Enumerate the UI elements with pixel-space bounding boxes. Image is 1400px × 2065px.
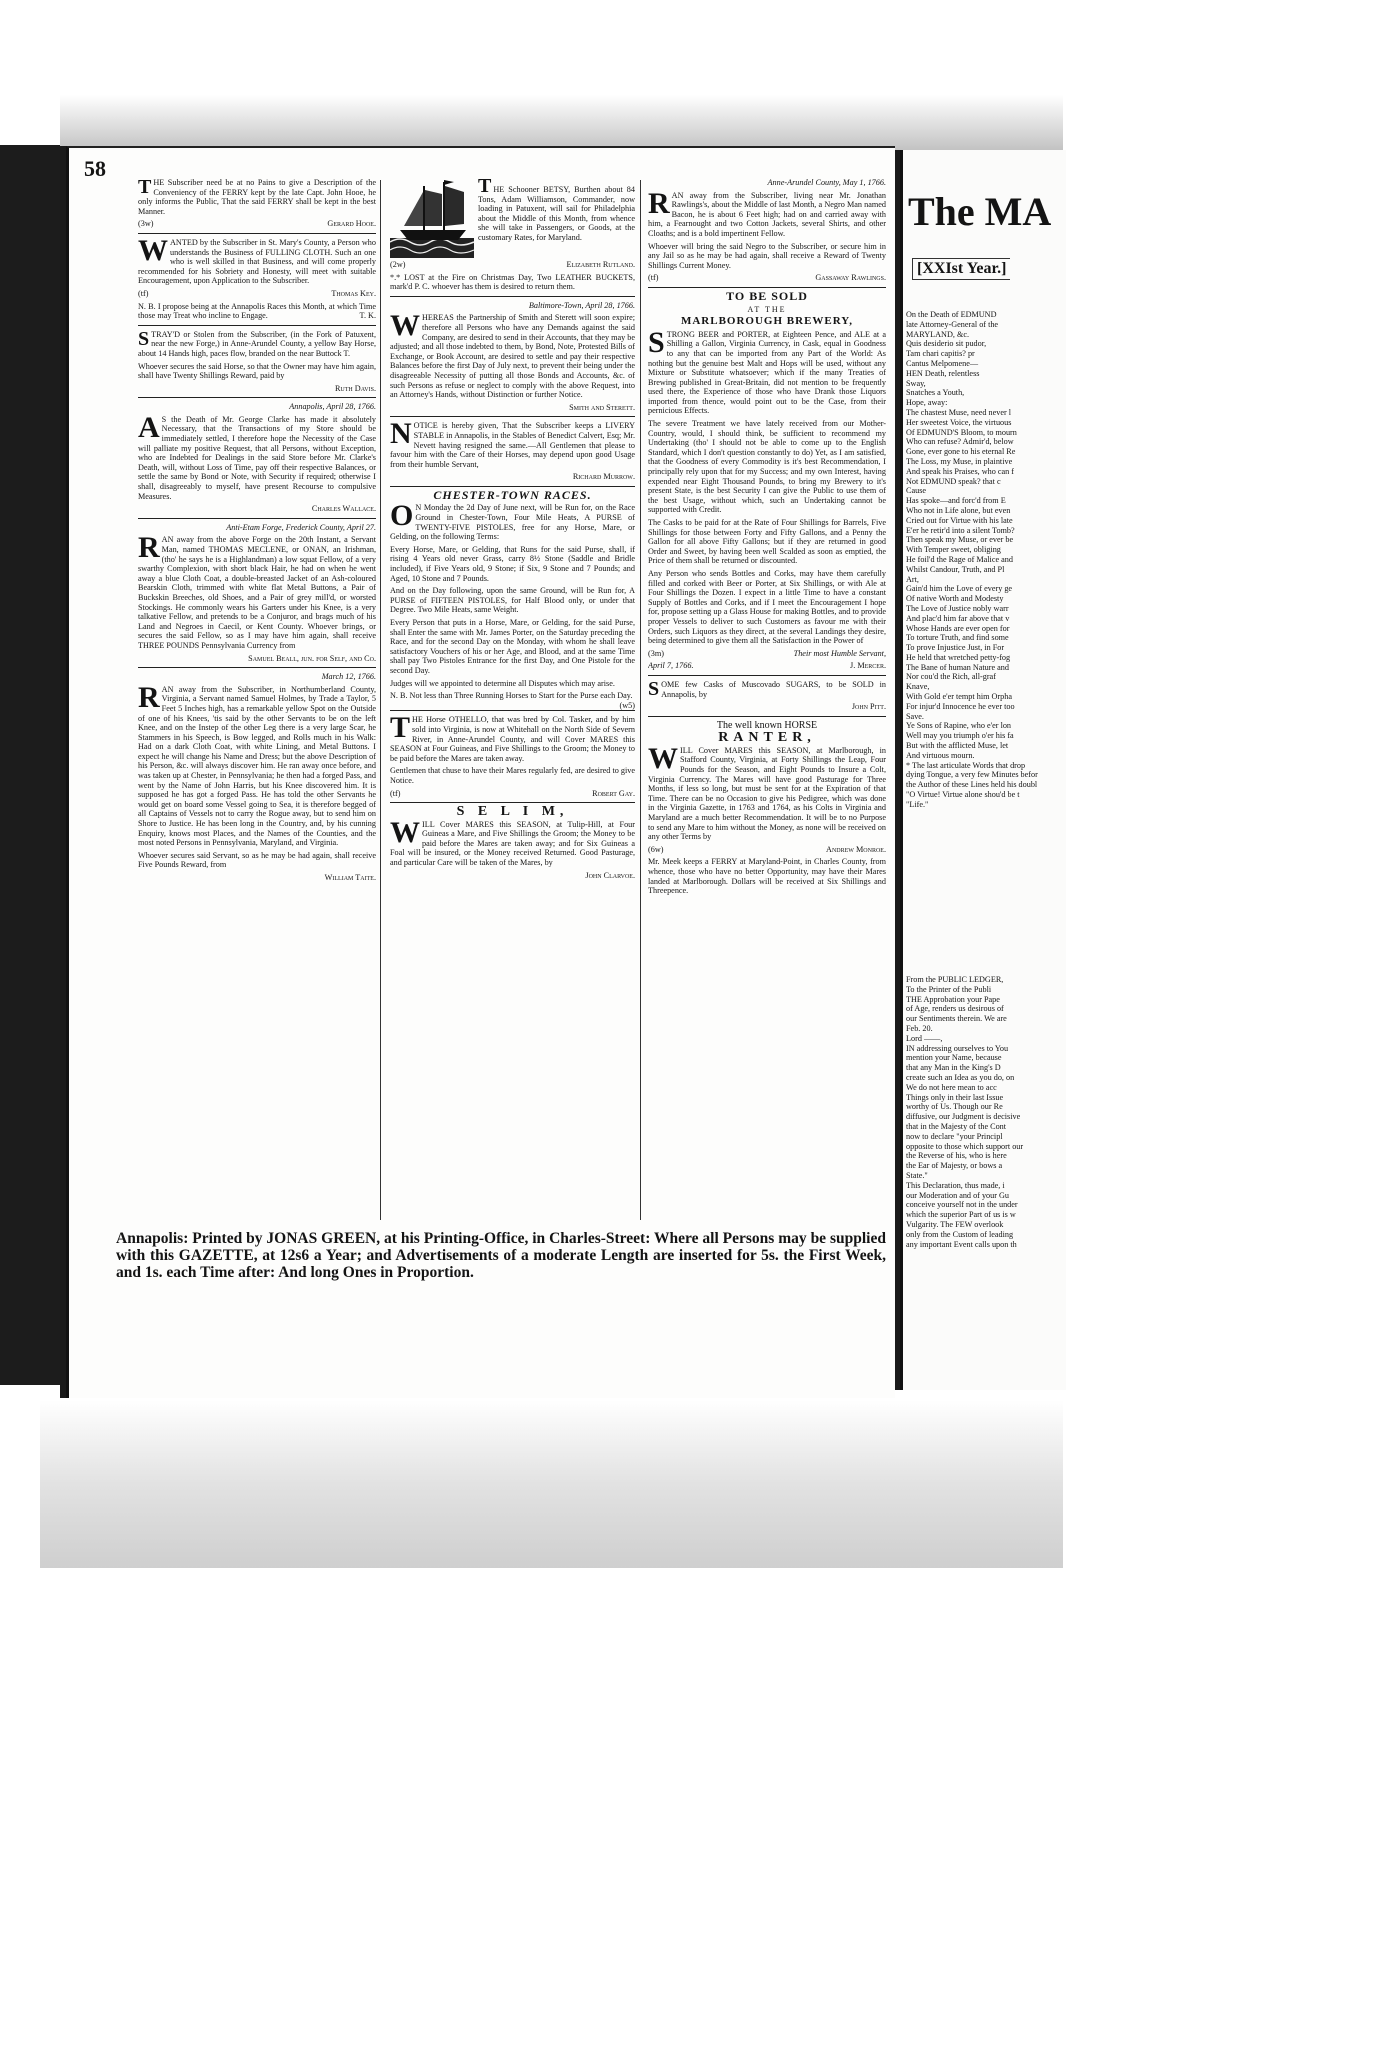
elegy-line: late Attorney-General of the [906,319,999,329]
brewery-closing: Their most Humble Servant, [793,648,886,658]
ledger-line: of Age, renders us desirous of [906,1004,1004,1014]
ledger-line: diffusive, our Judgment is decisive [906,1112,1021,1122]
divider [138,397,376,398]
ledger-line: conceive yourself not in the under [906,1200,1018,1210]
elegy-line: For injur'd Innocence he ever too [906,701,1015,711]
column-2 [390,175,635,883]
ad-meclene-text: AN away from the above Forge on the 20th Instant, a Servant Man, named THOMAS MECLENE, or ONAN, an Irishman, (tho' he says he is a Highlandman) a low squat Fellow, of a very swarthy Complexion, with short black Hair, he had on when he went away a blue Cloth Coat, a double-breasted Jacket of an Ash-coloured Bearskin Cloth, trimmed with white flat Metal Buttons, a Pair of Buckskin Breeches, old Shoes, and a Pair of grey mill'd, or worsted Stockings. He commonly wears his Garters under his Knee, is a very talkative Fellow, and pretends to be a Conjuror, and brags much of his Land and Negroes in Caecil, or Kent County. Whoever brings, or secures the said Fellow, so as I may have him again, shall receive THREE POUNDS Pennsylvania Currency from [138,535,376,650]
ranter-ferry-note: Mr. Meek keeps a FERRY at Maryland-Point, in Charles County, from whence, those who have no better Opportunity, may have their Mares landed at Marlborough. Dollars will be received at Six Shillings and Threepence. [648,857,886,896]
ledger-line: that in the Majesty of the Cont [906,1121,1007,1131]
ad-fulling-note: N. B. I propose being at the Annapolis Races this Month, at which Time those may Treat who incline to Engage. [138,301,376,321]
races-mark: (w5) [619,700,635,710]
ad-smith-text: HEREAS the Partnership of Smith and Sterett will soon expire; therefore all Persons who have any Demands against the said Company, are desired to send in their Accounts, that they may be adjusted; and all those indebted to them, by Bond, Note, Protested Bills of Exchange, or Book Account, are desired to settle and pay their respective Balances before the first Day of July next, to prevent their being under the disagreeable Necessity of putting all those Bonds and Accounts, &c. of such Persons as refuse or neglect to comply with the above Request, into an Attorney's Hands, without Distinction or further Notice. [390,313,635,400]
ad-smith-date: Baltimore-Town, April 28, 1766. [528,300,635,310]
ranter-pre-heading: The well known HORSE [716,719,818,731]
brewery-name: MARLBOROUGH BREWERY, [680,315,853,328]
races-text: N Monday the 2d Day of June next, will be Run for, on the Race Ground in Chester-Town, Four Mile Heats, A PURSE of TWENTY-FIVE PISTOLES, free for any Horse, Mare, or Gelding, on the following Terms: [390,503,635,542]
ledger-line: the Reverse of his, who is here [906,1151,1007,1161]
bacon-mark: (tf) [648,273,659,283]
selim-heading: S E L I M, [456,804,569,820]
ad-livery-signature: Richard Murrow. [572,472,635,482]
ad-runaway-bacon: Anne-Arundel County, May 1, 1766. RAN away from the Subscriber, living near Mr. Jonathan Rawlings's, about the Middle of last Month, a Negro Man named Bacon, he is about 6 Feet high; had on and carried away with him, a Fearnought and two Cotton Jackets, several Shirts, and other Cloaths; and is a bold impertinent Fellow. Whoever will bring the said Negro to the Subscriber, or secure him in any Jail so as he may be had again, shall receive a Reward of Twenty Shillings Current Money. (tf) Gassaway Rawlings. [648,178,886,283]
ad-schooner-betsy: THE Schooner BETSY, Burthen about 84 Tons, Adam Williamson, Commander, now loading in Patuxent, will sail for Philadelphia about the Middle of this Month, from whence she will take in Passengers, or Goods, at the customary Rates, for Maryland. (2w) Elizabeth Rutland. *.* LOST at the Fire on Christmas Day, Two LEATHER BUCKETS, mark'd P. C. whoever has them is desired to return them. [390,175,635,292]
elegy-line: Gain'd him the Love of every ge [906,584,1013,594]
elegy-line: But with the afflicted Muse, let [906,741,1009,751]
page-number: 58 [84,156,106,181]
elegy-line: Who not in Life alone, but even [906,505,1011,515]
races-judges: Judges will we appointed to determine all Disputes which may arise. [390,678,615,688]
scan-shadow-bottom [40,1400,1063,1568]
elegy-line: the Author of these Lines held his doubl [906,780,1038,790]
ledger-line: our Moderation and of your Gu [906,1190,1010,1200]
elegy-line: Nor cou'd the Rich, all-graf [906,672,996,682]
elegy-line: Not EDMUND speak? that c [906,476,1001,486]
ledger-line: IN addressing ourselves to You [906,1043,1009,1053]
ledger-line: only from the Custom of leading [906,1229,1014,1239]
elegy-line: On the Death of EDMUND [906,310,997,319]
races-second-day: And on the Day following, upon the same Ground, will be Run for, A PURSE of FIFTEEN PISTOLES, for Half Blood only, or under that Degree. Two Mile Heats, same Weight. [390,586,635,615]
ranter-mark: (6w) [648,844,664,854]
elegy-line: The Bane of human Nature and [906,662,1009,672]
ad-ferry-mark: (3w) [138,219,154,229]
ad-selim: S E L I M, WILL Cover MARES this SEASON, at Tulip-Hill, at Four Guineas a Mare, and Five Shillings the Groom; the Money to be paid before the Mares are taken away; and for Six Guineas a Foal will be insured, or the Money received Returned. Good Pasturage, and particular Care will be taken of the Mares, by John Clarvoe. [390,804,635,880]
elegy-line: Then speak my Muse, or ever be [906,535,1014,545]
ad-strayed-horse: STRAY'D or Stolen from the Subscriber, (in the Fork of Patuxent, near the new Forge,) in Anne-Arundel County, a yellow Bay Horse, about 14 Hands high, paces flow, branded on the near Buttock T. Whoever secures the said Horse, so that the Owner may have him again, shall have Twenty Shillings Reward, paid by Ruth Davis. [138,327,376,393]
ranter-heading: RANTER, [718,730,816,746]
ledger-line: State." [906,1170,928,1180]
elegy-line: Hope, away: [906,398,948,408]
elegy-column [906,310,1063,810]
othello-mark: (tf) [390,788,401,798]
sugars-signature: John Pitt. [851,702,886,712]
ledger-line: opposite to those which support our [906,1141,1024,1151]
races-entry: Every Person that puts in a Horse, Mare, or Gelding, for the said Purse, shall Enter the same with Mr. James Porter, on the Saturday preceding the Race, and for the second Day on the Monday, with whom he shall leave satisfactory Vouchers of his or her Age, and Blood, and at the same Time shall pay Two Pistoles Entrance for the first Day, and One Pistole for the second Day. [390,618,635,675]
brewery-text: TRONG BEER and PORTER, at Eighteen Pence, and ALE at a Shilling a Gallon, Virginia Currency, in Cask, equal in Goodness to any that can be imported from any Part of the World: As nothing but the genuine best Malt and Hops will be used, without any Mixture or Substitute whatsoever; which if the many Treaties of Brewing published in Great-Britain, did not mention to be frequently used there, the Experience of those who have Drank those Liquors imported from thence, would point out to be the Case, from their pernicious Effects. [648,329,886,416]
elegy-line: The Love of Justice nobly warr [906,603,1009,613]
divider [390,416,635,417]
elegy-line: Of native Worth and Modesty [906,594,1004,604]
elegy-line: E'er he retir'd into a silent Tomb? [906,525,1015,535]
elegy-line: And virtuous mourn. [906,750,975,760]
ad-clarke-signature: Charles Wallace. [311,504,376,514]
ledger-line: mention your Name, because [906,1053,1002,1063]
divider [138,325,376,326]
races-heading: CHESTER-TOWN RACES. [433,487,592,502]
ledger-line: This Declaration, thus made, i [906,1180,1005,1190]
ad-fulling: WANTED by the Subscriber in St. Mary's County, a Person who understands the Business of FULLING CLOTH. Such an one who is well skilled in that Business, and will come properly recommended for his Sobriety and Honesty, will meet with suitable Encouragement, upon Application to the Subscriber. (tf) Thomas Key. N. B. I propose being at the Annapolis Races this Month, at which Time those may Treat who incline to Engage. T. K. [138,233,376,321]
ledger-line: any important Event calls upon th [906,1239,1017,1249]
bacon-date: Anne-Arundel County, May 1, 1766. [767,178,886,187]
divider [648,675,886,676]
elegy-line: Ye Sons of Rapine, who e'er lon [906,721,1012,731]
elegy-line: The Loss, my Muse, in plaintive [906,456,1013,466]
brewery-text-2: The severe Treatment we have lately received from our Mother-Country, would, I should think, be sufficient to recommend my Undertaking (tho' I should not be able to come up to the English Standard, which I don't question constantly to do) Yet, as I am satisfied, that the Goodness of every Commodity is it's best Recommendation, I principally rely upon that for my Success; and my own Interest, having expended near Eight Thousand Pounds, to bring my Brewery to it's present State, is the best Security I can give the Public to use them of the best Usage, without which, such an Undertaking cannot be supported with Credit. [648,419,886,515]
elegy-line: Cried out for Virtue with his late [906,515,1013,525]
elegy-line: He foil'd the Rage of Malice and [906,554,1013,564]
divider [390,710,635,711]
elegy-line: Cause [906,486,927,496]
elegy-line: HEN Death, relentless [906,368,980,378]
ad-clarke-text: S the Death of Mr. George Clarke has made it absolutely Necessary, that the Transactions of my Store should be immediately settled, I therefore hope the Necessity of the Case will palliate my positive Request, that all Persons, without Exception, who are Indebted for Dealings in the said Store before Mr. Clarke's Death, will, without Loss of Time, pay off their respective Balances, or settle the same by Bond or Note, with Security if required; otherwise I shall, disagreeably to myself, have present Recourse to compulsive Measures. [138,414,376,501]
elegy-line: He held that wretched petty-fog [906,652,1011,662]
ad-holmes-signature: William Taite. [324,873,376,882]
elegy-line: Quis desiderio sit pudor, [906,339,987,349]
brewery-heading: TO BE SOLD [726,288,808,303]
ad-strayed-signature: Ruth Davis. [334,383,376,393]
ad-ferry: THE Subscriber need be at no Pains to give a Description of the Conveniency of the FERRY kept by the late Capt. John Hooe, he only informs the Public, That the said FERRY shall be kept in the best Manner. (3w) Gerard Hooe. [138,176,376,229]
ledger-line: We do not here mean to acc [906,1082,997,1092]
ad-holmes-text: AN away from the Subscriber, in Northumberland County, Virginia, a Servant named Samuel Holmes, by Trade a Taylor, 5 Feet 5 Inches high, has a remarkable yellow Spot on the Outside of one of his Knees, 'tis said by the other Servants to be on the left Knee, and on the Instep of the other Leg there is a very large Scar, he Stammers in his Speech, is Bow legged, and Rolls much in his Walk: Had on a dark Cloth Coat, with white Lining, and Metal Buttons. I expect he will change his Name and Dress; but the above Description of his Person, &c. will always discover him. He ran away once before, and was taken up at Chester, in Pennsylvania; he then had a forged Pass, and went by the Name of John Harris, but his Knee discovered him. It is supposed he has got a forged Pass. He has told the other Servants he would get on board some Vessel going to Sea, it is therefore begged of all Captains of Vessels not to carry the Rogue away, but to send him on Shore to Justice. He has been long in the Country, and, by his cunning Enquiry, knows most Places, and the Names of the Counties, and the most noted Persons in Pennsylvania, Maryland, and Virginia. [138,684,376,848]
ad-ferry-text: HE Subscriber need be at no Pains to give a Description of the Conveniency of the FERRY kept by the late Capt. John Hooe, he only informs the Public, That the said FERRY shall be kept in the best Manner. [138,178,376,216]
elegy-line: To prove Injustice Just, in For [906,643,1005,653]
othello-note: Gentlemen that chuse to have their Mares regularly fed, are desired to give Notice. [390,766,635,785]
divider [390,486,635,487]
ledger-line: From the PUBLIC LEDGER, [906,975,1004,984]
elegy-line: Whose Hands are ever open for [906,623,1010,633]
ledger-line: Lord ——, [906,1033,943,1043]
elegy-line: Has spoke—and forc'd from E [906,496,1006,506]
ad-chester-town-races: CHESTER-TOWN RACES. O N Monday the 2d Day of June next, will be Run for, on the Race Ground in Chester-Town, Four Mile Heats, A PURSE of TWENTY-FIVE PISTOLES, free for any Horse, Mare, or Gelding, on the following Terms: Every Horse, Mare, or Gelding, that Runs for the said Purse, shall, if rising 4 Years old never Grass, carry 8½ Stone (Saddle and Bridle included), if Five Years old, 9 Stone; if Six, 9 Stone and 7 Pounds; and Aged, 10 Stone and 7 Pounds. And on the Day following, upon the same Ground, will be Run for, A PURSE of FIFTEEN PISTOLES, for Half Blood only, or under that Degree. Two Mile Heats, same Weight. Every Person that puts in a Horse, Mare, or Gelding, for the said Purse, shall Enter the same with Mr. James Porter, on the Saturday preceding the Race, and for the second Day on the Monday, with whom he shall leave satisfactory Vouchers of his or her Age, and Blood, and at the same Time shall pay Two Pistoles Entrance for the first Day, and One Pistole for the second Day. Judges will we appointed to determine all Disputes which may arise. N. B. Not less than Three Running Horses to Start for the Purse each Day. (w5) [390,487,635,710]
ad-holmes-reward: Whoever secures said Servant, so as he may be had again, shall receive Five Pounds Reward, from [138,850,376,870]
divider [648,287,886,288]
brewery-subheading: AT THE [747,304,787,314]
bacon-signature: Gassaway Rawlings. [815,273,886,283]
elegy-line: "O Virtue! Virtue alone shou'd be t [906,790,1020,800]
ledger-line: To the Printer of the Publi [906,984,992,994]
elegy-line: And speak his Praises, who can f [906,466,1015,476]
elegy-line: Cantus Melpomene— [906,358,979,368]
ranter-signature: Andrew Monroe. [826,844,886,854]
elegy-line: With Gold e'er tempt him Orpha [906,692,1012,702]
ad-betsy-signature: Elizabeth Rutland. [566,260,635,269]
elegy-line: Gone, ever gone to his eternal Re [906,447,1016,457]
ad-smith-signature: Smith and Sterett. [569,402,635,412]
ad-othello: THE Horse OTHELLO, that was bred by Col. Tasker, and by him sold into Virginia, is now at Whitehall on the North Side of Severn River, in Anne-Arundel County, and will Cover MARES this SEASON at Four Guineas, and Five Shillings to the Groom; the Money to be paid before the Mares are taken away. Gentlemen that chuse to have their Mares regularly fed, are desired to give Notice. (tf) Robert Gay. [390,711,635,798]
ad-runaway-meclene: Anti-Etam Forge, Frederick County, April 27. RAN away from the above Forge on the 20th Instant, a Servant Man, named THOMAS MECLENE, or ONAN, an Irishman, (tho' he says he is a Highlandman) a low squat Fellow, of a very swarthy Complexion, with short black Hair, he had on when he went away a blue Cloth Coat, a double-breasted Jacket of an Ash-coloured Bearskin Cloth, trimmed with white flat Metal Buttons, a Pair of Buckskin Breeches, old Shoes, and a Pair of grey mill'd, or worsted Stockings. He commonly wears his Garters under his Knee, is a very talkative Fellow, and pretends to be a Conjuror, and brags much of his Land and Negroes in Caecil, or Kent County. Whoever brings, or secures the said Fellow, so as I may have him again, shall receive THREE POUNDS Pennsylvania Currency from Samuel Beall, jun. for Self, and Co. [138,522,376,663]
column-1 [138,178,376,886]
ad-meclene-signature: Samuel Beall, jun. for Self, and Co. [248,653,376,663]
masthead-year: [XXIst Year.] [912,258,1010,280]
elegy-line: Knave, [906,682,930,692]
elegy-line: Snatches a Youth, [906,388,965,398]
ad-smith-sterett: Baltimore-Town, April 28, 1766. WHEREAS the Partnership of Smith and Sterett will soon expire; therefore all Persons who have any Demands against the said Company, are desired to send in their Accounts, that they may be adjusted; and all those indebted to them, by Bond, Note, Protested Bills of Exchange, or Book Account, are desired to settle and pay their respective Balances before the first Day of July next, to prevent their being under the disagreeable Necessity of putting all those Bonds and Accounts, &c. of such Persons as refuse or neglect to comply with the above Request, into an Attorney's Hands, without Distinction or further Notice. Smith and Sterett. [390,300,635,412]
divider [390,296,635,297]
elegy-line: The chastest Muse, need never l [906,407,1012,417]
ad-fulling-text: ANTED by the Subscriber in St. Mary's County, a Person who understands the Business of FULLING CLOTH. Such an one who is well skilled in that Business, and will come properly recommended for his Sobriety and Honesty, will meet with suitable Encouragement, upon Application to the Subscriber. [138,237,376,286]
elegy-line: Who can refuse? Admir'd, below [906,437,1014,447]
bacon-text: AN away from the Subscriber, living near Mr. Jonathan Rawlings's, about the Middle of last Month, a Negro Man named Bacon, he is about 6 Feet high; had on and carried away with him, a Fearnought and two Cotton Jackets, several Shirts, and other Cloaths; and is a bold impertinent Fellow. [648,190,886,238]
elegy-line: To torture Truth, and find some [906,633,1009,643]
elegy-line: MARYLAND, &c. [906,329,969,339]
elegy-line: Art, [906,574,919,584]
public-ledger-column [906,975,1063,1249]
elegy-line: With Temper sweet, obliging [906,545,1001,555]
ledger-line: create such an Idea as you do, on [906,1072,1015,1082]
elegy-line: Whilst Candour, Truth, and Pl [906,564,1005,574]
elegy-line: * The last articulate Words that drop [906,760,1026,770]
ledger-line: that any Man in the King's D [906,1063,1001,1073]
column-rule-1 [380,180,381,1220]
ad-betsy-text: HE Schooner BETSY, Burthen about 84 Tons, Adam Williamson, Commander, now loading in Patuxent, will sail for Philadelphia about the Middle of this Month, from whence she will take in Passengers, or Goods, at the customary Rates, for Maryland. [478,185,635,242]
elegy-line: Of EDMUND'S Bloom, to mourn [906,427,1017,437]
column-rule-2 [640,180,641,1220]
ranter-text: ILL Cover MARES this SEASON, at Marlborough, in Stafford County, Virginia, at Forty Shillings the Leap, Four Pounds for the Season, and Eight Pounds to Insure a Colt, Virginia Currency. The Mares will have good Pasturage for Three Months, if less so long, but must be sent for at the Expiration of that Time. There can be no Occasion to give his Pedigree, which was done in the Virginia Gazette, in 1763 and 1764, as his Colts in Virginia and Maryland are a much better Recommendation. It will be to no Purpose to send any Mare to him without the Money, as none will be received on any other Terms by [648,745,886,842]
divider [138,518,376,519]
ad-livery-stable: NOTICE is hereby given, That the Subscriber keeps a LIVERY STABLE in Annapolis, in the Stables of Benedict Calvert, Esq; Mr. Nevett having resigned the same.—All Gentlemen that please to favour him with the Care of their Horses, may depend upon good Usage from their humble Servant, Richard Murrow. [390,417,635,482]
selim-text: ILL Cover MARES this SEASON, at Tulip-Hill, at Four Guineas a Mare, and Five Shillings the Groom; the Money to be paid before the Mares are taken away; and for Six Guineas a Foal will be insured, or the Money received Returned. Good Pasturage, and particular Care will be taken of the Mares, by [390,819,635,868]
ledger-line: Things only in their last Issue [906,1092,1004,1102]
ad-fulling-signature: Thomas Key. [331,288,376,298]
ad-betsy-mark: (2w) [390,260,406,269]
elegy-line: Well may you triumph o'er his fa [906,731,1014,741]
othello-signature: Robert Gay. [592,788,635,798]
ledger-line: which the superior Part of us is w [906,1210,1016,1220]
ad-marlborough-brewery: TO BE SOLD AT THE MARLBOROUGH BREWERY, STRONG BEER and PORTER, at Eighteen Pence, and ALE at a Shilling a Gallon, Virginia Currency, in Cask, equal in Goodness to any that can be imported from any Part of the World: As nothing but the genuine best Malt and Hops will be used, without any Mixture or Substitute whatsoever; which if the many Treaties of Brewing published in Great-Britain, did not mention to be frequently used there, the Experience of those who have Drank those Liquors imported from thence, would point out to be the Case, from their pernicious Effects. The severe Treatment we have lately received from our Mother-Country, would, I should think, be sufficient to recommend my Undertaking (tho' I should not be able to come up to the English Standard, which I don't question constantly to do) Yet, as I am satisfied, that the Goodness of every Commodity is it's best Recommendation, I principally rely upon that for my Success; and my own Interest, having expended near Eight Thousand Pounds, to bring my Brewery to it's present State, is the best Security I can give the Public to use them of the best Usage, without which, such an Undertaking cannot be supported with Credit. The Casks to be paid for at the Rate of Four Shillings for Barrels, Five Shillings for those between Forty and Fifty Gallons, and a Penny the Gallon for all above Fifty Gallons; but if they are returned in good Order and Sweet, by having been well Scalded as soon as emptied, the Price of them shall be returned or discounted. Any Person who sends Bottles and Corks, may have them carefully filled and corked with Beer or Porter, at Six Shillings, or with Ale at Four Shillings the Dozen. I expect in a little Time to have a constant Supply of Bottles and Corks, and if I meet the Encouragement I hope for, propose setting up a Glass House for making Bottles, and to provide proper Vessels to deliver to such Customers as favour me with their Orders, such Liquors as they direct, at the several Landings they desire, being determined to give them all the Satisfaction in the Power of (3m) Their most Humble Servant, April 7, 1766. J. Mercer. [648,288,886,671]
ledger-line: the Ear of Majesty, or bows a [906,1161,1003,1171]
selim-signature: John Clarvoe. [585,870,635,880]
elegy-line: "Life." [906,799,929,809]
ad-meclene-date: Anti-Etam Forge, Frederick County, April 27. [226,522,376,532]
ad-clarke-estate: Annapolis, April 28, 1766. A S the Death of Mr. George Clarke has made it absolutely Necessary, that the Transactions of my Store should be immediately settled, I therefore hope the Necessity of the Case will palliate my positive Request, that all Persons, without Exception, who are Indebted for Dealings in the said Store before Mr. Clarke's Death, will, without Loss of Time, pay off their respective Balances, or settle the same by Bond or Note, with Security if required; otherwise I shall, disagreeably to myself, have present Recourse to compulsive Measures. Charles Wallace. [138,402,376,514]
divider [390,802,635,803]
ad-sugars: SOME few Casks of Muscovado SUGARS, to be SOLD in Annapolis, by John Pitt. [648,677,886,712]
printer-colophon: Annapolis: Printed by JONAS GREEN, at his Printing-Office, in Charles-Street: Where all Persons may be supplied with this GAZETTE, at 12s6 a Year; and Advertisements of a moderate Length are inserted for 5s. the First Week, and 1s. each Time after: And long Ones in Proportion. [116,1230,886,1281]
ad-livery-text: OTICE is hereby given, That the Subscriber keeps a LIVERY STABLE in Annapolis, in the Stables of Benedict Calvert, Esq; Mr. Nevett having resigned the same.—All Gentlemen that please to favour him with the Care of their Horses, may depend upon good Usage from their humble Servant, [390,421,635,469]
ledger-line: worthy of Us. Though our Re [906,1102,1003,1112]
ad-ferry-signature: Gerard Hooe. [327,219,376,229]
column-3 [648,178,886,899]
elegy-line: Her sweetest Voice, the virtuous [906,417,1012,427]
elegy-line: Tam chari capitis? pr [906,349,975,359]
ad-ranter: The well known HORSE RANTER, WILL Cover MARES this SEASON, at Marlborough, in Stafford County, Virginia, at Forty Shillings the Leap, Four Pounds for the Season, and Eight Pounds to Insure a Colt, Virginia Currency. The Mares will have good Pasturage for Three Months, if less so long, but must be sent for at the Expiration of that Time. There can be no Occasion to give his Pedigree, which was done in the Virginia Gazette, in 1763 and 1764, as his Colts in Virginia and Maryland are a much better Recommendation. It will be to no Purpose to send any Mare to him without the Money, as none will be received on any other Terms by (6w) Andrew Monroe. Mr. Meek keeps a FERRY at Maryland-Point, in Charles County, from whence, those who have no better Opportunity, may have their Mares landed at Marlborough. Dollars will be received at Six Shillings and Threepence. [648,719,886,896]
brewery-date: April 7, 1766. [648,661,694,671]
ad-lost-buckets: *.* LOST at the Fire on Christmas Day, Two LEATHER BUCKETS, mark'd P. C. whoever has them is desired to return them. [390,272,635,292]
brewery-bottles: Any Person who sends Bottles and Corks, may have them carefully filled and corked with Beer or Porter, at Six Shillings, or with Ale at Four Shillings the Dozen. I expect in a little Time to have a constant Supply of Bottles and Corks, and if I meet the Encouragement I hope for, propose setting up a Glass House for making Bottles, and to provide proper Vessels to deliver to such Customers as favour me with their Orders, such Liquors as they direct, at the several Landings they desire, being determined to give them all the Satisfaction in the Power of [648,568,886,646]
elegy-line: And plac'd him far above that v [906,613,1010,623]
ad-strayed-text: TRAY'D or Stolen from the Subscriber, (in the Fork of Patuxent, near the new Forge,) in Anne-Arundel County, a yellow Bay Horse, about 14 Hands high, paces flow, branded on the near Buttock T. [138,329,376,358]
elegy-line: dying Tongue, a very few Minutes befor [906,770,1038,780]
othello-text: HE Horse OTHELLO, that was bred by Col. Tasker, and by him sold into Virginia, is now at Whitehall on the North Side of Severn River, in Anne-Arundel County, and will Cover MARES this SEASON at Four Guineas, and Five Shillings to the Groom; the Money to be paid before the Mares are taken away. [390,715,635,763]
ledger-line: our Sentiments therein. We are [906,1014,1007,1024]
ledger-line: now to declare "your Principl [906,1131,1003,1141]
elegy-line: Save. [906,711,924,721]
brewery-mark: (3m) [648,648,664,658]
schooner-woodcut-icon [390,178,474,258]
ledger-line: THE Approbation your Pape [906,994,1000,1004]
ad-holmes-date: March 12, 1766. [321,672,376,682]
scan-binding-edge [0,145,60,1385]
divider [648,716,886,717]
divider [138,233,376,234]
divider [138,667,376,668]
elegy-line: Sway, [906,378,926,388]
ad-clarke-date: Annapolis, April 28, 1766. [289,402,376,412]
sugars-text: OME few Casks of Muscovado SUGARS, to be SOLD in Annapolis, by [661,679,886,699]
ad-strayed-reward: Whoever secures the said Horse, so that the Owner may have him again, shall have Twenty Shillings Reward, paid by [138,361,376,381]
ad-fulling-mark: (tf) [138,288,149,298]
brewery-signature: J. Mercer. [850,661,886,671]
ad-fulling-note-signature: T. K. [359,311,376,321]
races-terms: Every Horse, Mare, or Gelding, that Runs for the said Purse, shall, if rising 4 Years old never Grass, carry 8½ Stone (Saddle and Bridle included), if Five Years old, 9 Stone; if Six, 9 Stone and 7 Pounds; and Aged, 10 Stone and 7 Pounds. [390,544,635,583]
masthead-title: The MA [908,189,1052,234]
ad-runaway-holmes: March 12, 1766. RAN away from the Subscriber, in Northumberland County, Virginia, a Servant named Samuel Holmes, by Trade a Taylor, 5 Feet 5 Inches high, has a remarkable yellow Spot on the Outside of one of his Knees, 'tis said by the other Servants to be on the left Knee, and on the Instep of the other Leg there is a very large Scar, he Stammers in his Speech, is Bow legged, and Rolls much in his Walk: Had on a dark Cloth Coat, with white Lining, and Metal Buttons. I expect he will change his Name and Dress; but the above Description of his Person, &c. will always discover him. He ran away once before, and was taken up at Chester, in Pennsylvania; he then had a forged Pass, and went by the Name of John Harris, but his Knee discovered him. It is supposed he has got a forged Pass. He has told the other Servants he would get on board some Vessel going to Sea, it is therefore begged of all Captains of Vessels not to carry the Rogue away, but to send him on Shore to Justice. He has been long in the Country, and, by his cunning Enquiry, knows most Places, and the Names of the Counties, and the most noted Persons in Pennsylvania, Maryland, and Virginia. Whoever secures said Servant, so as he may be had again, shall receive Five Pounds Reward, from William Taite. [138,672,376,882]
ledger-line: Feb. 20. [906,1023,933,1033]
bacon-reward: Whoever will bring the said Negro to the Subscriber, or secure him in any Jail so as he may be had again, shall receive a Reward of Twenty Shillings Current Money. [648,241,886,270]
brewery-casks: The Casks to be paid for at the Rate of Four Shillings for Barrels, Five Shillings for those between Forty and Fifty Gallons, and a Penny the Gallon for all above Fifty Gallons; but if they are returned in good Order and Sweet, by having been well Scalded as soon as emptied, the Price of them shall be returned or discounted. [648,518,886,566]
races-note: N. B. Not less than Three Running Horses to Start for the Purse each Day. [390,691,633,701]
ledger-line: Vulgarity. The FEW overlook [906,1219,1004,1229]
